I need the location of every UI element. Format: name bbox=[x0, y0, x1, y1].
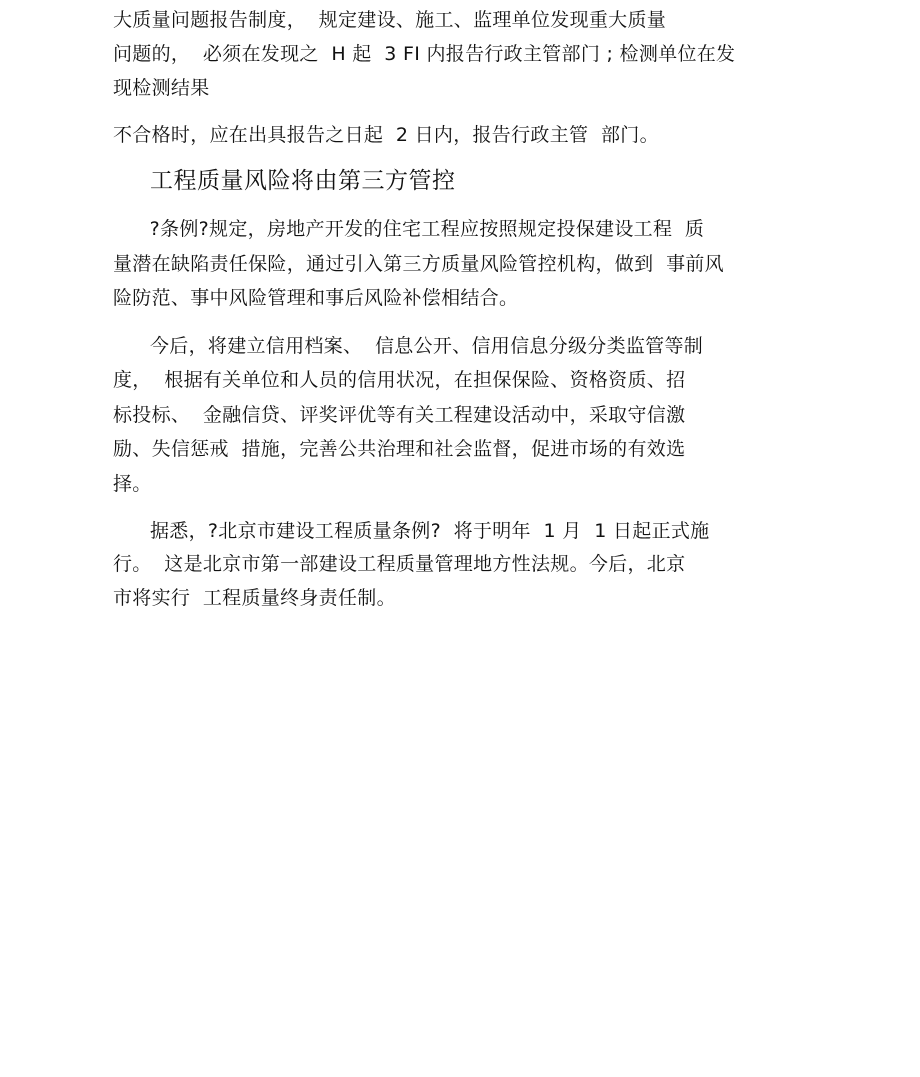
paragraph-4-line-1: 今后，将建立信用档案、 信息公开、信用信息分级分类监管等制 bbox=[150, 335, 704, 357]
paragraph-2-line-1: 不合格时，应在出具报告之日起 2 日内，报告行政主管 部门。 bbox=[113, 124, 659, 146]
paragraph-3-line-1: ?条例?规定，房地产开发的住宅工程应按照规定投保建设工程 质 bbox=[137, 218, 705, 240]
paragraph-3-line-3: 险防范、事中风险管理和事后风险补偿相结合。 bbox=[113, 287, 519, 309]
paragraph-5-line-1: 据悉，?北京市建设工程质量条例? 将于明年 1 月 1 日起正式施 bbox=[150, 520, 710, 542]
paragraph-1-line-3: 现检测结果 bbox=[113, 77, 210, 99]
paragraph-4-line-2: 度， 根据有关单位和人员的信用状况，在担保保险、资格资质、招 bbox=[113, 369, 686, 391]
paragraph-5-line-2: 行。 这是北京市第一部建设工程质量管理地方性法规。今后，北京 bbox=[113, 553, 686, 575]
paragraph-4-line-4: 励、失信惩戒 措施，完善公共治理和社会监督，促进市场的有效选 bbox=[113, 438, 686, 460]
paragraph-5-line-3: 市将实行 工程质量终身责任制。 bbox=[113, 587, 396, 609]
paragraph-3-line-2: 量潜在缺陷责任保险，通过引入第三方质量风险管控机构，做到 事前风 bbox=[113, 253, 724, 275]
paragraph-4-line-5: 择。 bbox=[113, 473, 152, 495]
paragraph-4-line-3: 标投标、 金融信贷、评奖评优等有关工程建设活动中，采取守信激 bbox=[113, 404, 686, 426]
paragraph-1-line-2: 问题的， 必须在发现之 H 起 3 FI 内报告行政主管部门 ; 检测单位在发 bbox=[113, 43, 736, 65]
section-heading: 工程质量风险将由第三方管控 bbox=[150, 168, 456, 194]
paragraph-1-line-1: 大质量问题报告制度， 规定建设、施工、监理单位发现重大质量 bbox=[113, 9, 667, 31]
